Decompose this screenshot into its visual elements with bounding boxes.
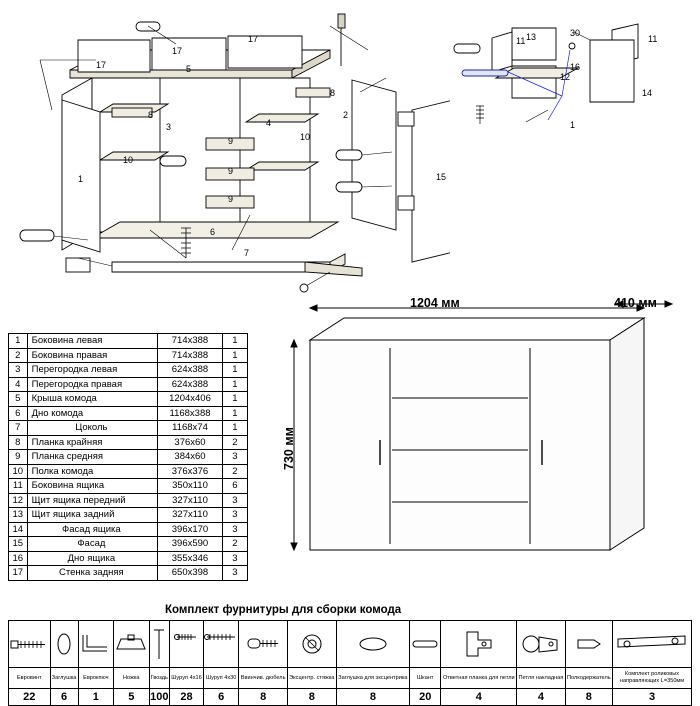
part-quantity: 3 — [222, 566, 247, 581]
fitting-count: 8 — [336, 689, 409, 706]
svg-text:7: 7 — [244, 248, 250, 258]
part-quantity: 2 — [222, 537, 247, 552]
table-row — [9, 537, 248, 552]
part-quantity: 1 — [222, 334, 247, 349]
svg-text:9: 9 — [228, 194, 234, 204]
svg-text:1: 1 — [570, 120, 576, 130]
fitting-name: Еврокпюч — [78, 668, 113, 689]
part-name: Фасад — [27, 537, 158, 552]
dowel-pin-icon — [410, 621, 441, 668]
part-index: 1 — [9, 334, 28, 349]
fitting-name: Заглушка — [50, 668, 78, 689]
part-quantity: 3 — [222, 522, 247, 537]
part-quantity: 2 — [222, 435, 247, 450]
part-name: Стенка задняя — [27, 566, 158, 581]
part-index: 14 — [9, 522, 28, 537]
part-quantity: 3 — [222, 508, 247, 523]
svg-text:12: 12 — [560, 72, 571, 82]
part-index: 10 — [9, 464, 28, 479]
part-name: Щит ящика передний — [27, 493, 158, 508]
svg-text:16: 16 — [570, 62, 581, 72]
part-dimension: 376x60 — [158, 435, 223, 450]
part-index: 8 — [9, 435, 28, 450]
table-row — [9, 479, 248, 494]
table-row — [9, 450, 248, 465]
fitting-name: Комплект роликовых направляющих L=350мм — [613, 668, 692, 689]
eccentric-coupler-icon — [287, 621, 336, 668]
part-name: Боковина правая — [27, 348, 158, 363]
fitting-count: 1 — [78, 689, 113, 706]
fitting-count: 20 — [410, 689, 441, 706]
part-dimension: 355х346 — [158, 551, 223, 566]
part-quantity: 1 — [222, 392, 247, 407]
furniture-leg-icon — [114, 621, 149, 668]
part-quantity: 3 — [222, 551, 247, 566]
svg-text:11: 11 — [516, 36, 526, 46]
fitting-count: 8 — [565, 689, 612, 706]
height-dimension-label: 730 мм — [282, 427, 296, 470]
table-row — [9, 392, 248, 407]
fittings-table — [8, 620, 692, 706]
part-name: Перегородка левая — [27, 363, 158, 378]
cap-plug-icon — [50, 621, 78, 668]
part-quantity: 3 — [222, 493, 247, 508]
svg-text:5: 5 — [186, 64, 192, 74]
fitting-count: 4 — [441, 689, 517, 706]
part-name: Полка комода — [27, 464, 158, 479]
fitting-name: Заглушка для эксцентрика — [336, 668, 409, 689]
fitting-count: 3 — [613, 689, 692, 706]
part-name: Планка средняя — [27, 450, 158, 465]
svg-text:9: 9 — [228, 166, 234, 176]
part-index: 17 — [9, 566, 28, 581]
part-name: Щит ящика задний — [27, 508, 158, 523]
fitting-count: 100 — [149, 689, 170, 706]
part-quantity: 2 — [222, 464, 247, 479]
part-dimension: 1204x406 — [158, 392, 223, 407]
part-quantity: 1 — [222, 377, 247, 392]
fitting-name: Шкант — [410, 668, 441, 689]
part-dimension: 327х110 — [158, 493, 223, 508]
table-row — [9, 406, 248, 421]
fittings-title: Комплект фурнитуры для сборки комода — [165, 604, 402, 616]
part-dimension: 650х398 — [158, 566, 223, 581]
part-quantity: 1 — [222, 421, 247, 436]
part-name: Боковина ящика — [27, 479, 158, 494]
part-dimension: 1168х74 — [158, 421, 223, 436]
fitting-count: 28 — [170, 689, 204, 706]
part-dimension: 350х110 — [158, 479, 223, 494]
svg-text:14: 14 — [642, 88, 653, 98]
part-quantity: 6 — [222, 479, 247, 494]
fitting-count: 6 — [203, 689, 238, 706]
fitting-name: Евровинт — [9, 668, 51, 689]
svg-text:10: 10 — [300, 132, 311, 142]
table-row — [9, 363, 248, 378]
screw-4x30-icon — [203, 621, 238, 668]
fitting-name: Шуруп 4х16 — [170, 668, 204, 689]
fitting-name: Ответная планка для петли — [441, 668, 517, 689]
part-name: Перегородка правая — [27, 377, 158, 392]
table-row — [9, 551, 248, 566]
fitting-name: Полкодержатель — [565, 668, 612, 689]
fitting-name: Ножка — [114, 668, 149, 689]
table-row — [9, 522, 248, 537]
part-index: 15 — [9, 537, 28, 552]
part-index: 6 — [9, 406, 28, 421]
part-name: Планка крайняя — [27, 435, 158, 450]
part-index: 13 — [9, 508, 28, 523]
part-dimension: 327х110 — [158, 508, 223, 523]
fitting-count: 8 — [239, 689, 287, 706]
table-row — [9, 464, 248, 479]
table-row — [9, 508, 248, 523]
svg-text:9: 9 — [228, 136, 234, 146]
svg-text:6: 6 — [210, 227, 216, 237]
table-row — [9, 435, 248, 450]
fitting-name: Гвоздь — [149, 668, 170, 689]
nail-icon — [149, 621, 170, 668]
table-row — [9, 348, 248, 363]
drawer-detail-diagram — [452, 10, 698, 140]
screw-4x16-icon — [170, 621, 204, 668]
part-dimension: 376х376 — [158, 464, 223, 479]
svg-text:4: 4 — [266, 118, 272, 128]
part-index: 5 — [9, 392, 28, 407]
part-name: Фасад ящика — [27, 522, 158, 537]
svg-text:17: 17 — [172, 46, 183, 56]
exploded-cabinet-diagram — [0, 0, 450, 320]
fitting-name: Петля накладная — [517, 668, 565, 689]
fitting-count: 5 — [114, 689, 149, 706]
part-dimension: 714x388 — [158, 334, 223, 349]
overlay-hinge-icon — [517, 621, 565, 668]
screw-in-dowel-icon — [239, 621, 287, 668]
fitting-name: Эксцентр. стяжка — [287, 668, 336, 689]
fitting-count: 4 — [517, 689, 565, 706]
part-index: 11 — [9, 479, 28, 494]
part-name: Цоколь — [27, 421, 158, 436]
part-quantity: 1 — [222, 363, 247, 378]
part-name: Дно комода — [27, 406, 158, 421]
svg-text:10: 10 — [123, 155, 134, 165]
part-name: Боковина левая — [27, 334, 158, 349]
part-quantity: 1 — [222, 406, 247, 421]
svg-text:11: 11 — [648, 34, 658, 44]
svg-text:2: 2 — [343, 110, 349, 120]
svg-text:8: 8 — [330, 88, 336, 98]
svg-text:1: 1 — [78, 174, 84, 184]
roller-slide-set-icon — [613, 621, 692, 668]
svg-text:30: 30 — [570, 28, 581, 38]
table-row — [9, 493, 248, 508]
part-dimension: 714x388 — [158, 348, 223, 363]
fitting-name: Шуруп 4х30 — [203, 668, 238, 689]
svg-text:3: 3 — [166, 122, 172, 132]
shelf-support-icon — [565, 621, 612, 668]
part-dimension: 384x60 — [158, 450, 223, 465]
width-dimension-label: 1204 мм — [410, 296, 460, 310]
part-dimension: 396х170 — [158, 522, 223, 537]
part-dimension: 396х590 — [158, 537, 223, 552]
part-index: 12 — [9, 493, 28, 508]
depth-dimension-label: 410 мм — [614, 296, 657, 310]
fitting-name: Ввинчив. дюбель — [239, 668, 287, 689]
fitting-count: 8 — [287, 689, 336, 706]
svg-text:8: 8 — [148, 110, 154, 120]
part-index: 2 — [9, 348, 28, 363]
table-row — [9, 566, 248, 581]
part-quantity: 3 — [222, 450, 247, 465]
part-name: Дно ящика — [27, 551, 158, 566]
dimensioned-cabinet-view — [280, 300, 700, 600]
part-index: 4 — [9, 377, 28, 392]
part-index: 16 — [9, 551, 28, 566]
part-index: 9 — [9, 450, 28, 465]
svg-text:13: 13 — [526, 32, 537, 42]
fitting-count: 6 — [50, 689, 78, 706]
part-dimension: 1168х388 — [158, 406, 223, 421]
table-row — [9, 377, 248, 392]
table-row — [9, 334, 248, 349]
confirmat-screw-icon — [9, 621, 51, 668]
svg-text:15: 15 — [436, 172, 447, 182]
part-dimension: 624x388 — [158, 377, 223, 392]
part-name: Крыша комода — [27, 392, 158, 407]
svg-text:17: 17 — [96, 60, 107, 70]
svg-text:17: 17 — [248, 34, 259, 44]
part-dimension: 624x388 — [158, 363, 223, 378]
fitting-count: 22 — [9, 689, 51, 706]
part-index: 7 — [9, 421, 28, 436]
table-row — [9, 421, 248, 436]
parts-table — [8, 333, 248, 581]
part-quantity: 1 — [222, 348, 247, 363]
hex-key-icon — [78, 621, 113, 668]
hinge-mounting-plate-icon — [441, 621, 517, 668]
eccentric-cover-icon — [336, 621, 409, 668]
part-index: 3 — [9, 363, 28, 378]
